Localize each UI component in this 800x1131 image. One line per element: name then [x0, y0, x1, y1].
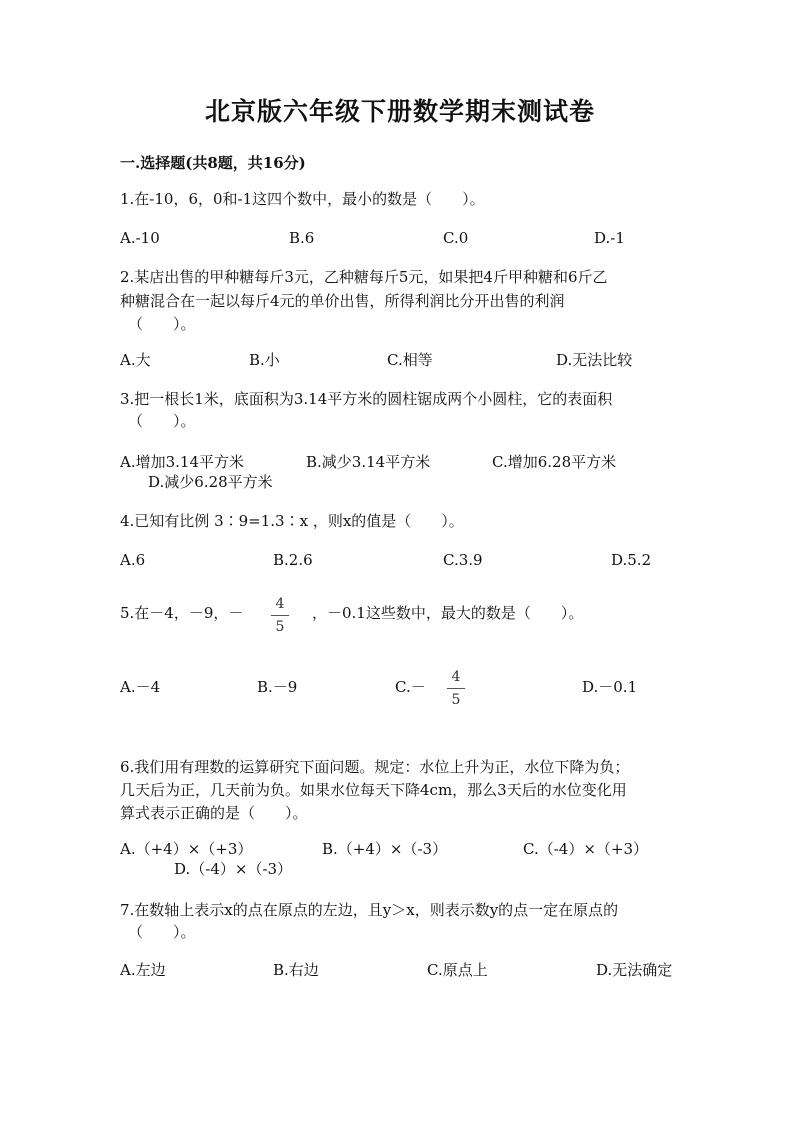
- q4-option-b: B.2.6: [273, 551, 313, 569]
- q5-option-c-fraction-bar: [447, 688, 465, 689]
- page-title: 北京版六年级下册数学期末测试卷: [204, 97, 595, 126]
- q6-option-a: A.（+4）×（+3）: [120, 840, 253, 858]
- question-2-line-2: 种糖混合在一起以每斤4元的单价出售，所得利润比分开出售的利润: [120, 292, 565, 310]
- question-6-line-1: 6.我们用有理数的运算研究下面问题。规定：水位上升为正，水位下降为负；: [120, 758, 630, 776]
- q4-option-c: C.3.9: [443, 551, 483, 569]
- q5-fraction-den: 5: [275, 619, 285, 635]
- question-4: 4.已知有比例 3∶9=1.3∶x ，则x的值是（ ）。: [120, 512, 464, 530]
- q6-option-b: B.（+4）×（-3）: [322, 840, 448, 858]
- q5-fraction-num: 4: [275, 596, 285, 612]
- q2-option-c: C.相等: [387, 351, 433, 369]
- q4-option-d: D.5.2: [611, 551, 652, 569]
- q5-option-c-fraction: [447, 669, 465, 708]
- q6-option-c: C.（-4）×（+3）: [523, 840, 649, 858]
- q5-option-b: B.－9: [257, 678, 298, 696]
- q3-option-a: A.增加3.14平方米: [120, 453, 244, 471]
- q5-option-a: A.－4: [120, 678, 161, 696]
- q2-option-b: B.小: [249, 351, 280, 369]
- question-7-line-2: （ ）。: [128, 923, 196, 941]
- q2-option-a: A.大: [120, 351, 151, 369]
- question-5-after: ，－0.1这些数中，最大的数是（ ）。: [312, 604, 584, 622]
- q7-option-c: C.原点上: [427, 961, 488, 979]
- q1-option-b: B.6: [289, 229, 315, 247]
- q5-option-c: C.－: [395, 678, 426, 696]
- question-6-line-3: 算式表示正确的是（ ）。: [120, 804, 308, 822]
- section-heading: 一.选择题(共8题，共16分): [120, 154, 306, 172]
- q5-fraction-bar: [271, 615, 289, 616]
- q1-option-c: C.0: [443, 229, 469, 247]
- q1-option-a: A.-10: [120, 229, 160, 247]
- q4-option-a: A.6: [120, 551, 146, 569]
- q7-option-a: A.左边: [120, 961, 166, 979]
- q6-option-d: D.（-4）×（-3）: [174, 860, 293, 878]
- q5-option-c-fraction-num: 4: [451, 669, 461, 685]
- question-2-line-3: （ ）。: [128, 315, 196, 333]
- question-7-line-1: 7.在数轴上表示x的点在原点的左边，且y＞x，则表示数y的点一定在原点的: [120, 901, 619, 919]
- q3-option-b: B.减少3.14平方米: [306, 453, 431, 471]
- question-2-line-1: 2.某店出售的甲种糖每斤3元，乙种糖每斤5元，如果把4斤甲种糖和6斤乙: [120, 268, 608, 286]
- q3-option-c: C.增加6.28平方米: [492, 453, 617, 471]
- q7-option-b: B.右边: [273, 961, 319, 979]
- question-5-before: 5.在－4，－9，－: [120, 604, 244, 622]
- question-3-line-2: （ ）。: [128, 412, 196, 430]
- question-1: 1.在-10，6，0和-1这四个数中，最小的数是（ ）。: [120, 190, 485, 208]
- question-3-line-1: 3.把一根长1米，底面积为3.14平方米的圆柱锯成两个小圆柱，它的表面积: [120, 390, 613, 408]
- q5-option-d: D.－0.1: [582, 678, 638, 696]
- question-6-line-2: 几天后为正，几天前为负。如果水位每天下降4cm，那么3天后的水位变化用: [120, 781, 627, 799]
- q7-option-d: D.无法确定: [596, 961, 673, 979]
- q1-option-d: D.-1: [594, 229, 625, 247]
- q5-fraction: [271, 596, 289, 635]
- q3-option-d: D.减少6.28平方米: [148, 473, 273, 491]
- q2-option-d: D.无法比较: [556, 351, 633, 369]
- q5-option-c-fraction-den: 5: [451, 692, 461, 708]
